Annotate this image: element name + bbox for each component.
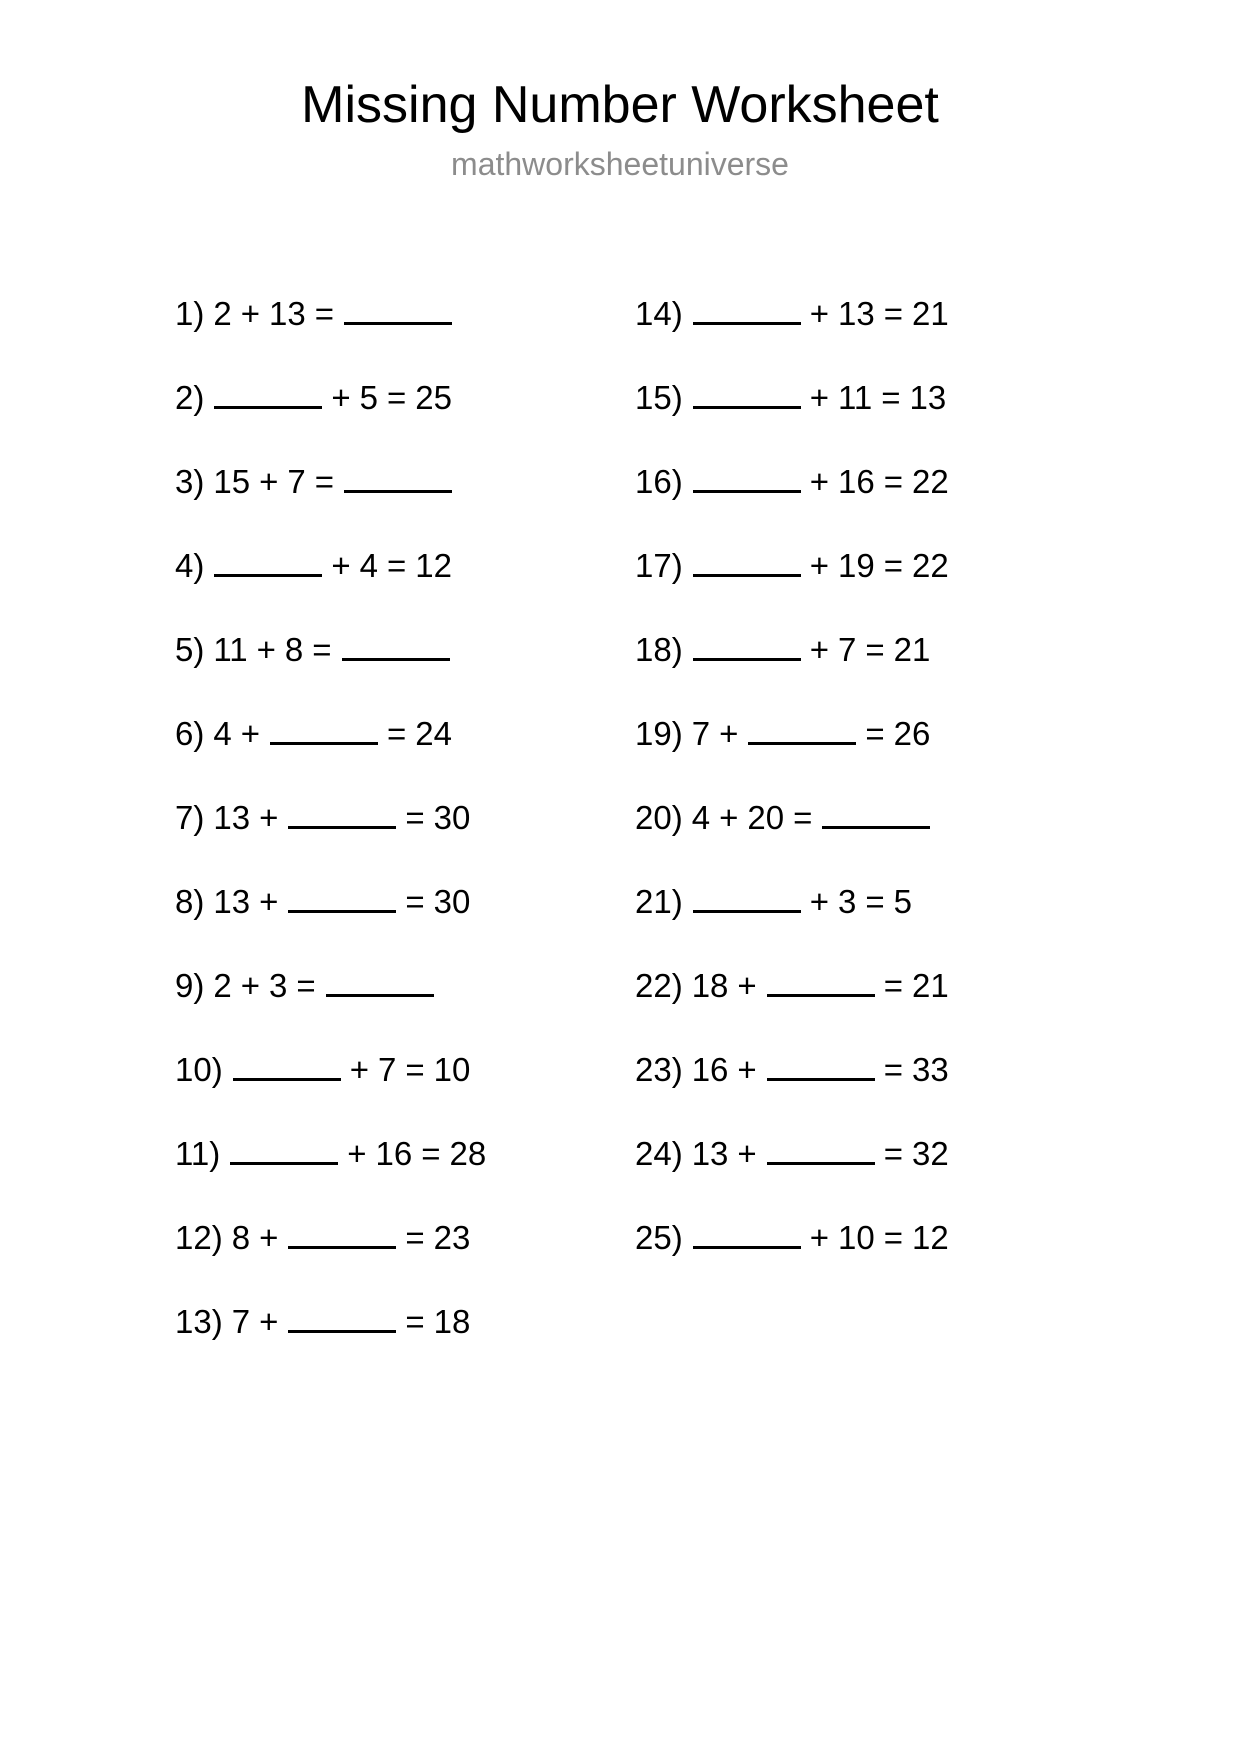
problem-term: 11 — [837, 379, 873, 416]
problem-term: 13 — [268, 295, 306, 332]
answer-blank[interactable] — [693, 464, 801, 493]
plus-operator: + — [809, 463, 829, 500]
answer-blank[interactable] — [693, 1220, 801, 1249]
problem-item — [175, 380, 635, 464]
problem-term: 10 — [433, 1051, 471, 1088]
problem-number: 21) — [635, 883, 683, 920]
problem-term: 3 — [268, 967, 288, 1004]
plus-operator: + — [809, 547, 829, 584]
problem-term: 12 — [415, 547, 452, 584]
problem-term: 13 — [837, 295, 875, 332]
problem-item — [175, 884, 635, 968]
answer-blank[interactable] — [288, 1220, 396, 1249]
problem-term: 8 — [284, 631, 304, 668]
problem-number: 19) — [635, 715, 683, 752]
answer-blank[interactable] — [214, 548, 322, 577]
plus-operator: + — [737, 1135, 757, 1172]
right-column — [635, 296, 1095, 1304]
plus-operator: + — [809, 295, 829, 332]
equals-operator: = — [405, 1219, 425, 1256]
problem-item — [175, 1304, 635, 1388]
problem-term: 33 — [911, 1051, 949, 1088]
plus-operator: + — [259, 1303, 279, 1340]
answer-blank[interactable] — [767, 1136, 875, 1165]
problem-term: 13 — [691, 1135, 729, 1172]
equals-operator: = — [405, 1303, 425, 1340]
problem-item — [175, 464, 635, 548]
answer-blank[interactable] — [270, 716, 378, 745]
answer-blank[interactable] — [767, 968, 875, 997]
answer-blank[interactable] — [230, 1136, 338, 1165]
answer-blank[interactable] — [344, 464, 452, 493]
equals-operator: = — [883, 1219, 903, 1256]
problem-number: 9) — [175, 967, 205, 1004]
plus-operator: + — [719, 715, 739, 752]
problem-item — [635, 464, 1095, 548]
problem-number: 16) — [635, 463, 683, 500]
equals-operator: = — [296, 967, 316, 1004]
problem-number: 18) — [635, 631, 683, 668]
problem-item — [635, 968, 1095, 1052]
problem-term: 30 — [433, 883, 471, 920]
equals-operator: = — [883, 295, 903, 332]
problem-term: 21 — [911, 295, 949, 332]
problem-term: 7 — [691, 715, 711, 752]
plus-operator: + — [240, 967, 260, 1004]
worksheet-header — [0, 0, 1240, 182]
problem-term: 30 — [433, 799, 471, 836]
problem-number: 12) — [175, 1219, 223, 1256]
page-subtitle: mathworksheetuniverse — [451, 145, 789, 182]
problem-number: 11) — [175, 1135, 221, 1172]
equals-operator: = — [314, 463, 334, 500]
problem-columns — [0, 296, 1240, 1388]
answer-blank[interactable] — [344, 296, 452, 325]
problem-item — [635, 884, 1095, 968]
problem-term: 4 — [213, 715, 232, 752]
problem-term: 24 — [415, 715, 452, 752]
problem-item — [175, 548, 635, 632]
problem-term: 23 — [433, 1219, 471, 1256]
problem-term: 4 — [691, 799, 711, 836]
plus-operator: + — [809, 883, 829, 920]
equals-operator: = — [883, 967, 903, 1004]
problem-term: 2 — [213, 295, 232, 332]
plus-operator: + — [737, 967, 757, 1004]
equals-operator: = — [386, 715, 407, 752]
problem-item — [635, 380, 1095, 464]
problem-term: 13 — [909, 379, 947, 416]
problem-term: 10 — [837, 1219, 875, 1256]
plus-operator: + — [259, 1219, 279, 1256]
equals-operator: = — [865, 631, 885, 668]
problem-item — [175, 632, 635, 716]
problem-item — [175, 968, 635, 1052]
answer-blank[interactable] — [326, 968, 434, 997]
equals-operator: = — [405, 1051, 425, 1088]
problem-number: 8) — [175, 883, 205, 920]
problem-item — [635, 800, 1095, 884]
problem-term: 5 — [359, 379, 378, 416]
problem-term: 16 — [837, 463, 875, 500]
problem-term: 11 — [213, 631, 248, 668]
problem-number: 14) — [635, 295, 683, 332]
problem-number: 22) — [635, 967, 683, 1004]
plus-operator: + — [719, 799, 739, 836]
problem-term: 22 — [911, 463, 949, 500]
problem-item — [635, 296, 1095, 380]
left-column — [175, 296, 635, 1388]
problem-term: 18 — [433, 1303, 471, 1340]
problem-item — [635, 632, 1095, 716]
plus-operator: + — [331, 547, 351, 584]
problem-term: 26 — [893, 715, 931, 752]
problem-item — [175, 1136, 635, 1220]
problem-term: 7 — [231, 1303, 251, 1340]
plus-operator: + — [737, 1051, 757, 1088]
answer-blank[interactable] — [288, 800, 396, 829]
problem-term: 3 — [837, 883, 857, 920]
problem-item — [635, 548, 1095, 632]
problem-item — [635, 1136, 1095, 1220]
problem-item — [635, 716, 1095, 800]
problem-number: 20) — [635, 799, 683, 836]
problem-term: 16 — [375, 1135, 413, 1172]
page-title: Missing Number Worksheet — [301, 76, 939, 134]
plus-operator: + — [259, 883, 279, 920]
answer-blank[interactable] — [693, 548, 801, 577]
problem-term: 25 — [415, 379, 452, 416]
equals-operator: = — [865, 883, 885, 920]
answer-blank[interactable] — [288, 884, 396, 913]
problem-item — [175, 716, 635, 800]
equals-operator: = — [881, 379, 901, 416]
answer-blank[interactable] — [693, 632, 801, 661]
problem-number: 1) — [175, 295, 205, 332]
problem-term: 7 — [837, 631, 857, 668]
problem-term: 15 — [213, 463, 251, 500]
problem-term: 32 — [911, 1135, 949, 1172]
answer-blank[interactable] — [342, 632, 450, 661]
plus-operator: + — [809, 379, 829, 416]
problem-number: 13) — [175, 1303, 223, 1340]
plus-operator: + — [349, 1051, 369, 1088]
problem-term: 7 — [287, 463, 306, 500]
problem-term: 16 — [691, 1051, 729, 1088]
equals-operator: = — [883, 463, 903, 500]
problem-term: 20 — [747, 799, 785, 836]
problem-number: 2) — [175, 379, 205, 416]
answer-blank[interactable] — [748, 716, 856, 745]
plus-operator: + — [347, 1135, 367, 1172]
answer-blank[interactable] — [693, 884, 801, 913]
problem-term: 7 — [377, 1051, 397, 1088]
problem-term: 13 — [213, 883, 251, 920]
problem-number: 25) — [635, 1219, 683, 1256]
problem-term: 13 — [213, 799, 251, 836]
problem-number: 17) — [635, 547, 683, 584]
problem-term: 12 — [911, 1219, 949, 1256]
equals-operator: = — [883, 1051, 903, 1088]
problem-number: 3) — [175, 463, 205, 500]
plus-operator: + — [259, 463, 279, 500]
problem-term: 28 — [449, 1135, 487, 1172]
equals-operator: = — [405, 883, 425, 920]
problem-number: 23) — [635, 1051, 683, 1088]
problem-term: 21 — [911, 967, 949, 1004]
equals-operator: = — [793, 799, 813, 836]
problem-term: 8 — [231, 1219, 251, 1256]
plus-operator: + — [240, 715, 260, 752]
problem-term: 18 — [691, 967, 729, 1004]
plus-operator: + — [240, 295, 260, 332]
equals-operator: = — [405, 799, 425, 836]
answer-blank[interactable] — [822, 800, 930, 829]
problem-term: 21 — [893, 631, 931, 668]
problem-number: 7) — [175, 799, 205, 836]
equals-operator: = — [865, 715, 885, 752]
equals-operator: = — [883, 1135, 903, 1172]
answer-blank[interactable] — [693, 296, 801, 325]
equals-operator: = — [883, 547, 903, 584]
plus-operator: + — [809, 1219, 829, 1256]
plus-operator: + — [256, 631, 276, 668]
plus-operator: + — [331, 379, 351, 416]
problem-item — [635, 1052, 1095, 1136]
equals-operator: = — [314, 295, 334, 332]
problem-number: 5) — [175, 631, 205, 668]
problem-item — [175, 1220, 635, 1304]
plus-operator: + — [259, 799, 279, 836]
problem-term: 4 — [359, 547, 378, 584]
problem-number: 10) — [175, 1051, 223, 1088]
equals-operator: = — [386, 547, 407, 584]
problem-number: 15) — [635, 379, 683, 416]
problem-number: 4) — [175, 547, 205, 584]
problem-term: 19 — [837, 547, 875, 584]
problem-number: 24) — [635, 1135, 683, 1172]
problem-item — [175, 800, 635, 884]
problem-term: 5 — [893, 883, 912, 920]
equals-operator: = — [312, 631, 332, 668]
answer-blank[interactable] — [693, 380, 801, 409]
answer-blank[interactable] — [214, 380, 322, 409]
problem-item — [635, 1220, 1095, 1304]
problem-item — [175, 1052, 635, 1136]
problem-number: 6) — [175, 715, 205, 752]
plus-operator: + — [809, 631, 829, 668]
equals-operator: = — [421, 1135, 441, 1172]
problem-term: 22 — [911, 547, 949, 584]
problem-item — [175, 296, 635, 380]
answer-blank[interactable] — [288, 1304, 396, 1333]
problem-term: 2 — [213, 967, 232, 1004]
answer-blank[interactable] — [767, 1052, 875, 1081]
answer-blank[interactable] — [233, 1052, 341, 1081]
equals-operator: = — [386, 379, 407, 416]
